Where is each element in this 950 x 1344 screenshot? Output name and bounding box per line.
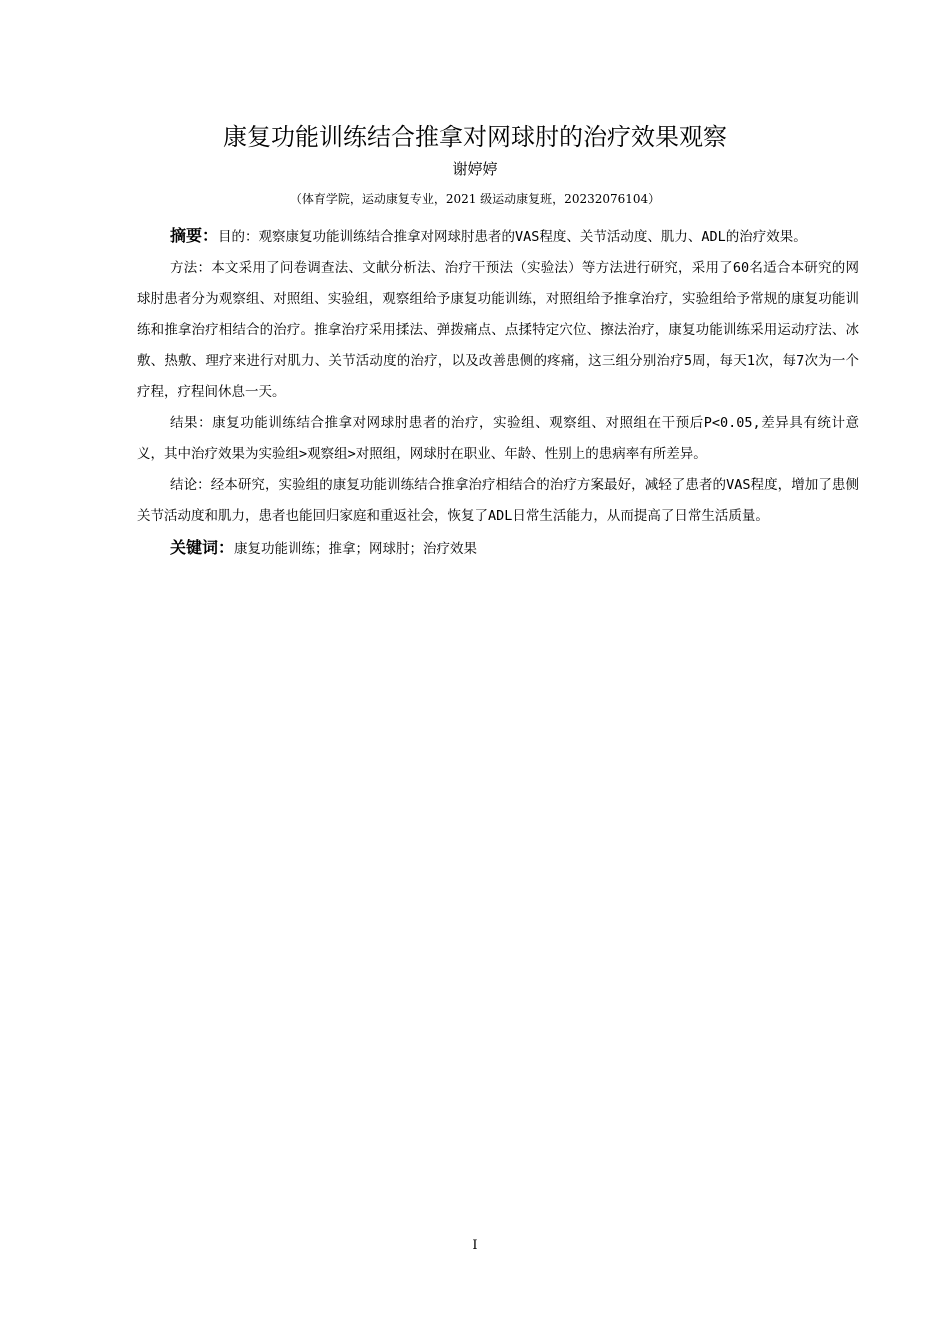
abstract-purpose-paragraph [137, 220, 859, 253]
author-affiliation: （体育学院，运动康复专业，2021 级运动康复班，20232076104） [289, 192, 661, 206]
author-name: 谢婷婷 [452, 160, 498, 178]
page-number: I [472, 1238, 478, 1253]
keywords-text: 康复功能训练；推拿；网球肘；治疗效果 [234, 541, 478, 557]
abstract-section [137, 220, 859, 565]
abstract-methods-paragraph: 方法：本文采用了问卷调查法、文献分析法、治疗干预法（实验法）等方法进行研究，采用了60名适合本研究的网球肘患者分为观察组、对照组、实验组，观察组给予康复功能训练，对照组给予推拿治疗，实验组给予常规的康复功能训练和推拿治疗相结合的治疗。推拿治疗采用揉法、弹拨痛点、点揉特定穴位、擦法治疗，康复功能训练采用运动疗法、冰敷、热敷、理疗来进行对肌力、关节活动度的治疗，以及改善患侧的疼痛，这三组分别治疗5周，每天1次，每7次为一个疗程，疗程间休息一天。 [137, 260, 859, 400]
paper-title: 康复功能训练结合推拿对网球肘的治疗效果观察 [223, 123, 727, 151]
abstract-label: 摘要： [170, 226, 219, 245]
keywords-label: 关键词： [170, 538, 235, 557]
abstract-results-paragraph: 结果：康复功能训练结合推拿对网球肘患者的治疗，实验组、观察组、对照组在干预后P<0.05,差异具有统计意义，其中治疗效果为实验组>观察组>对照组，网球肘在职业、年龄、性别上的患病率有所差异。 [137, 415, 859, 462]
keywords-paragraph [137, 532, 859, 565]
abstract-purpose-text: 目的：观察康复功能训练结合推拿对网球肘患者的VAS程度、关节活动度、肌力、ADL的治疗效果。 [218, 229, 807, 245]
abstract-conclusion-paragraph: 结论：经本研究，实验组的康复功能训练结合推拿治疗相结合的治疗方案最好，减轻了患者的VAS程度，增加了患侧关节活动度和肌力，患者也能回归家庭和重返社会，恢复了ADL日常生活能力，从而提高了日常生活质量。 [137, 477, 859, 524]
